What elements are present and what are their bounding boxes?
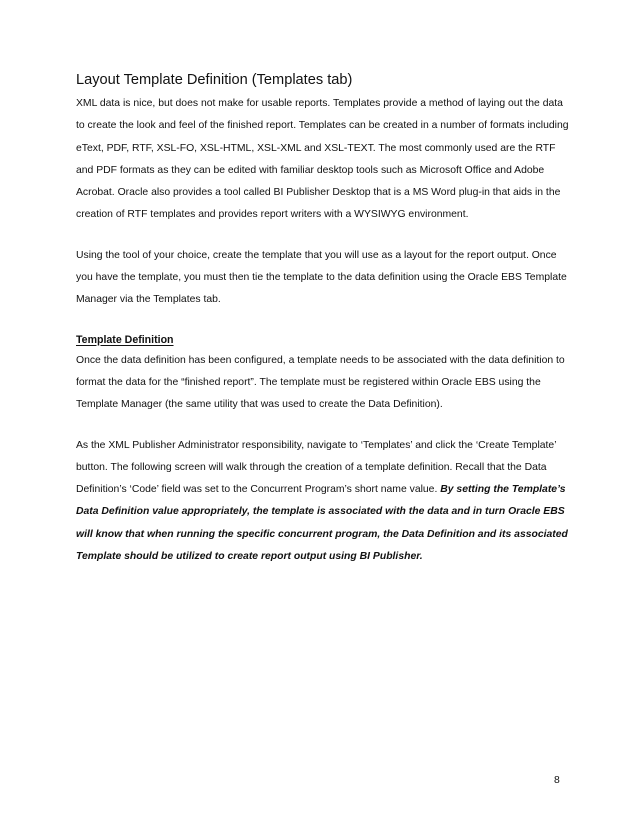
spacer <box>76 417 570 435</box>
spacer <box>76 227 570 245</box>
subheading-template-definition: Template Definition <box>76 333 174 346</box>
paragraph-create-template <box>76 435 570 569</box>
emphasized-note: By setting the Template’s Data Definition value appropriately, the template is associated with the data and in turn Oracle EBS will know that when running the specific concurrent program, the Data Definition and its associated Template should be utilized to create report output using BI Publisher. <box>76 484 568 563</box>
paragraph-templates-intro: XML data is nice, but does not make for usable reports. Templates provide a method of laying out the data to create the look and feel of the finished report. Templates can be created in a number of formats including eText, PDF, RTF, XSL-FO, XSL-HTML, XSL-XML and XSL-TEXT. The most commonly used are the RTF and PDF formats as they can be edited with familiar desktop tools such as Microsoft Office and Adobe Acrobat. Oracle also provides a tool called BI Publisher Desktop that is a MS Word plug-in that aids in the creation of RTF templates and provides report writers with a WYSIWYG environment. <box>76 98 569 221</box>
paragraph-template-definition: Once the data definition has been configured, a template needs to be associated with the data definition to format the data for the “finished report”. The template must be registered within Oracle EBS using the Template Manager (the same utility that was used to create the Data Definition). <box>76 354 565 411</box>
paragraph-template-usage: Using the tool of your choice, create the template that you will use as a layout for the report output. Once you have the template, you must then tie the template to the data definition using the Oracle EBS Template Manager via the Templates tab. <box>76 249 567 306</box>
paragraph-create-template-text: As the XML Publisher Administrator responsibility, navigate to ‘Templates’ and click the ‘Create Template’ button. The following screen will walk through the creation of a template definition. Recall that the Data Definition’s ‘Code’ field was set to the Concurrent Program’s short name value. <box>76 439 557 496</box>
page-content <box>76 70 570 568</box>
page-number: 8 <box>554 775 560 786</box>
spacer <box>76 312 570 330</box>
section-title: Layout Template Definition (Templates tab) <box>76 72 353 88</box>
